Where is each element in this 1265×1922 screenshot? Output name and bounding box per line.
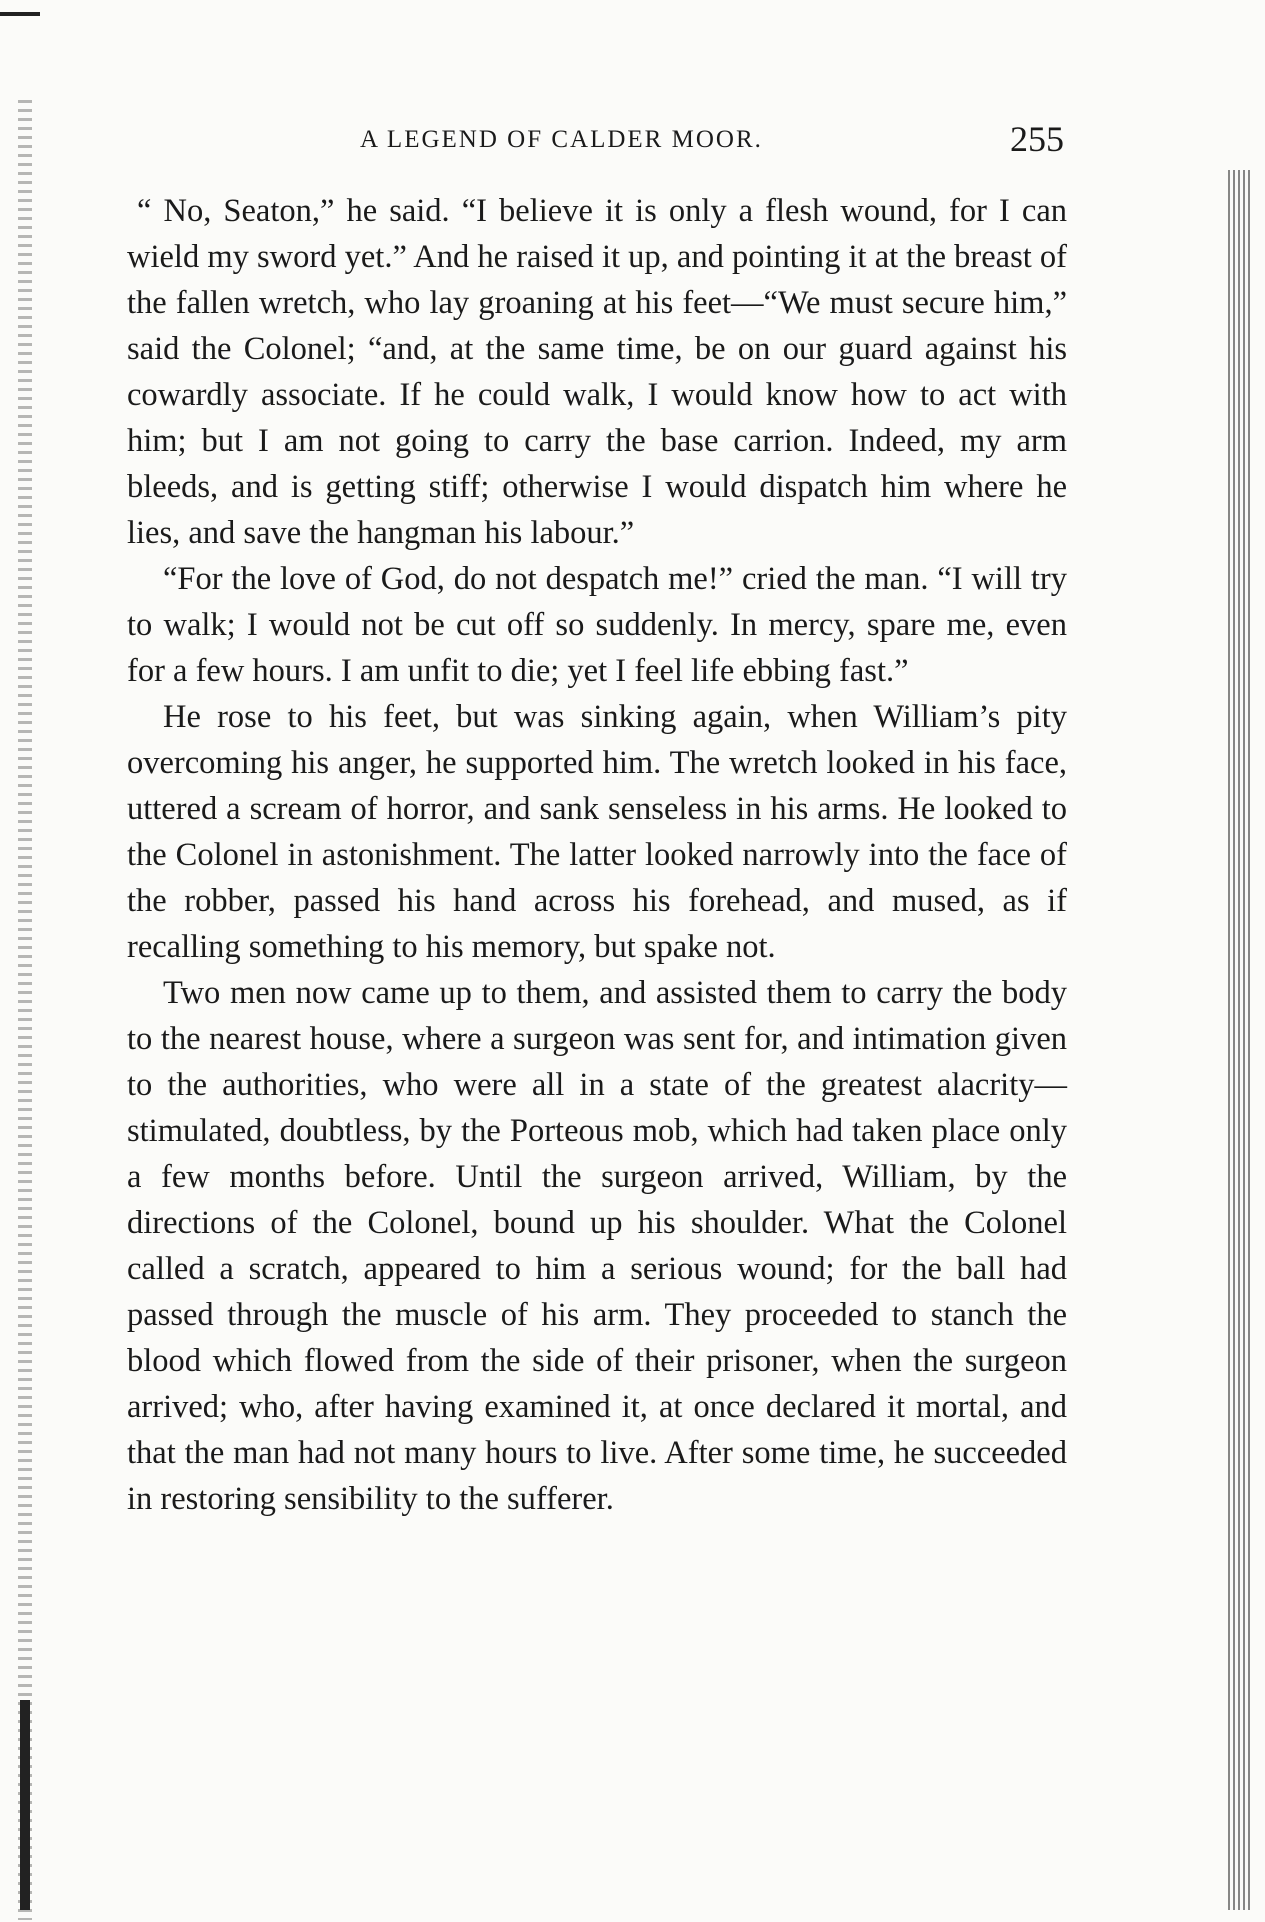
binding-gutter-shadow xyxy=(20,1700,30,1910)
page-number: 255 xyxy=(1010,119,1064,159)
paragraph: He rose to his feet, but was sinking again, when William’s pity overcoming his anger, he supported him. The wretch looked in his face, uttered a scream of horror, and sank senseless in his arms. He looked to the Colonel in astonishment. The latter looked narrowly into the face of the robber, passed his hand across his forehead, and mused, as if recalling something to his memory, but spake not. xyxy=(127,699,1067,965)
running-title: A LEGEND OF CALDER MOOR. xyxy=(360,126,763,153)
paragraph: “ No, Seaton,” he said. “I believe it is only a flesh wound, for I can wield my sword yet.” And he raised it up, and pointing it at the breast of the fallen wretch, who lay groaning at his feet—“We must secure him,” said the Colonel; “and, at the same time, be on our guard against his cowardly associate. If he could walk, I would know how to act with him; but I am not going to carry the base carrion. Indeed, my arm bleeds, and is getting stiff; otherwise I would dispatch him where he lies, and save the hangman his labour.” xyxy=(127,193,1067,551)
paragraph: “For the love of God, do not despatch me!” cried the man. “I will try to walk; I would not be cut off so suddenly. In mercy, spare me, even for a few hours. I am unfit to die; yet I feel life ebbing fast.” xyxy=(127,561,1067,689)
paragraph: Two men now came up to them, and assisted them to carry the body to the nearest house, where a surgeon was sent for, and intimation given to the authorities, who were all in a state of the greatest alacrity—stimulated, doubtless, by the Porteous mob, which had taken place only a few months before. Until the surgeon arrived, William, by the directions of the Colonel, bound up his shoulder. What the Colonel called a scratch, appeared to him a serious wound; for the ball had passed through the muscle of his arm. They proceeded to stanch the blood which flowed from the side of their prisoner, when the surgeon arrived; who, after having examined it, at once declared it mortal, and that the man had not many hours to live. After some time, he succeeded in restoring sensibility to the sufferer. xyxy=(127,975,1067,1517)
page-edge-right xyxy=(1228,170,1252,1910)
body-text xyxy=(127,188,1067,1522)
scan-corner-mark xyxy=(0,12,40,16)
running-header xyxy=(120,108,1070,168)
binding-gutter-left xyxy=(18,100,32,1920)
